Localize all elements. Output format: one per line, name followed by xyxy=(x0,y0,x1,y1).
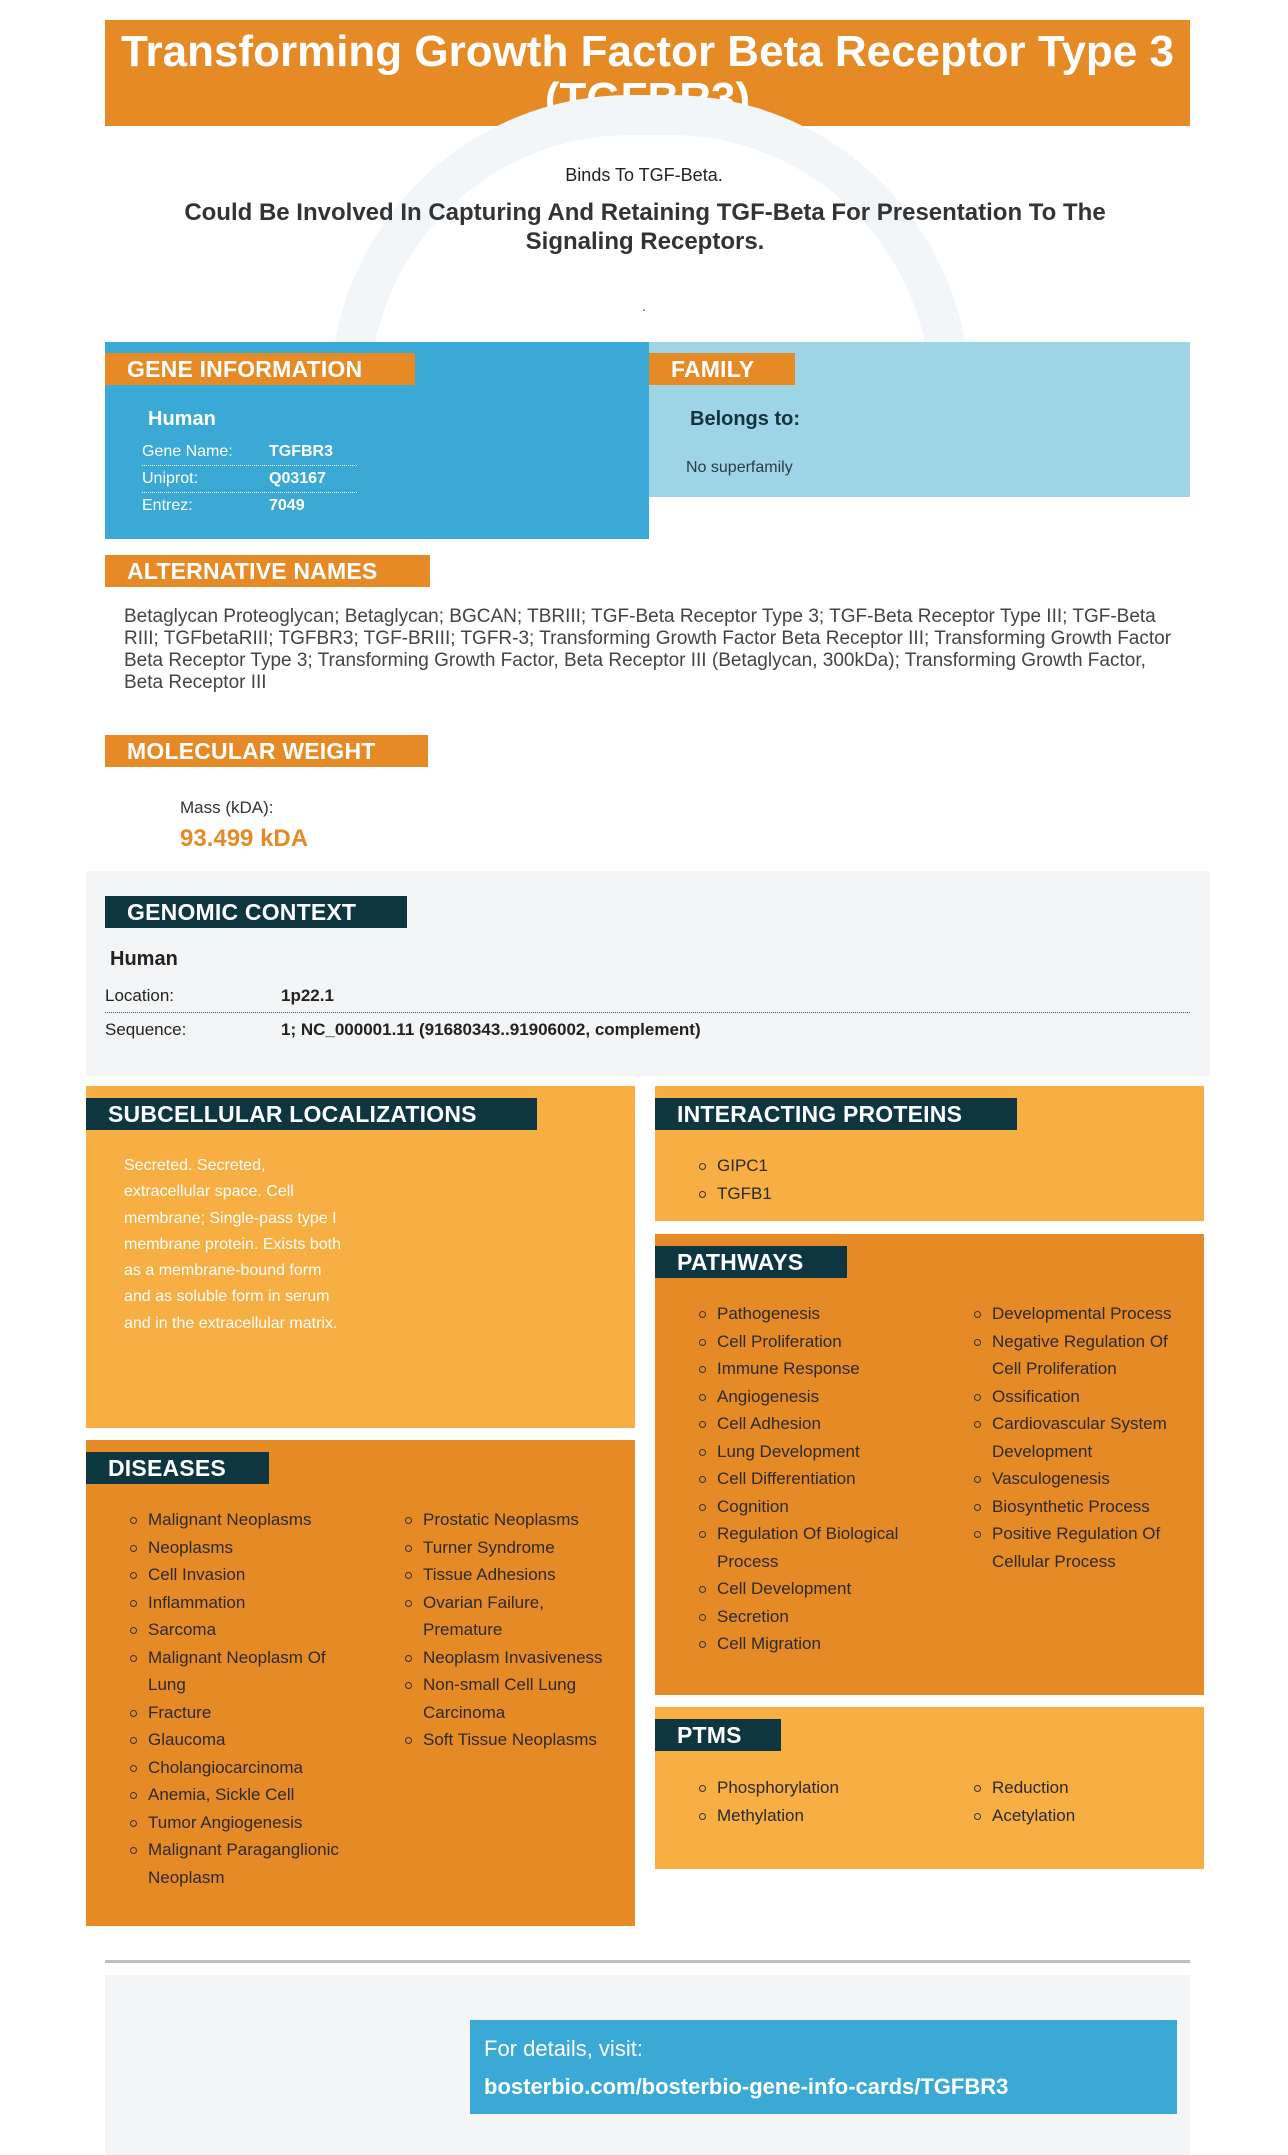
diseases-list-col1 xyxy=(128,1506,348,1891)
list-item: Sarcoma xyxy=(128,1616,348,1644)
uniprot-value: Q03167 xyxy=(269,470,326,487)
function-short: Binds To TGF-Beta. xyxy=(565,165,723,185)
alternative-names-heading: ALTERNATIVE NAMES xyxy=(105,555,430,587)
subcellular-text: Secreted. Secreted, extracellular space. Cell membrane; Single-pass type I membrane protein. Exists both as a membrane-bound form and as soluble form in serum and in the extracellular matrix. xyxy=(124,1157,341,1332)
list-item: Developmental Process xyxy=(972,1300,1187,1328)
list-item: Cholangiocarcinoma xyxy=(128,1754,348,1782)
pathways-heading: PATHWAYS xyxy=(655,1246,847,1278)
list-item: Inflammation xyxy=(128,1589,348,1617)
list-item: Cell Proliferation xyxy=(697,1328,902,1356)
list-item: Pathogenesis xyxy=(697,1300,902,1328)
diseases-list-col2 xyxy=(403,1506,618,1754)
molecular-weight-heading: MOLECULAR WEIGHT xyxy=(105,735,428,767)
list-item: Biosynthetic Process xyxy=(972,1493,1187,1521)
list-item: Malignant Neoplasms xyxy=(128,1506,348,1534)
list-item: Cell Adhesion xyxy=(697,1410,902,1438)
subcellular-heading: SUBCELLULAR LOCALIZATIONS xyxy=(86,1098,537,1130)
family-heading: FAMILY xyxy=(649,353,795,385)
list-item: Reduction xyxy=(972,1774,1172,1802)
interacting-proteins-list xyxy=(697,1152,997,1207)
gene-name-label: Gene Name: xyxy=(142,443,233,460)
gene-row-name xyxy=(142,440,357,466)
uniprot-label: Uniprot: xyxy=(142,470,199,487)
list-item: Acetylation xyxy=(972,1802,1172,1830)
list-item: Vasculogenesis xyxy=(972,1465,1187,1493)
list-item: Cognition xyxy=(697,1493,902,1521)
footer-divider xyxy=(105,1960,1190,1963)
list-item: Angiogenesis xyxy=(697,1383,902,1411)
list-item: Glaucoma xyxy=(128,1726,348,1754)
list-item: Ossification xyxy=(972,1383,1187,1411)
interacting-proteins-heading: INTERACTING PROTEINS xyxy=(655,1098,1017,1130)
genomic-sequence-row xyxy=(105,1017,1190,1047)
sequence-value: 1; NC_000001.11 (91680343..91906002, complement) xyxy=(281,1020,701,1039)
gene-row-entrez xyxy=(142,494,357,520)
list-item: Regulation Of Biological Process xyxy=(697,1520,902,1575)
genomic-location-row xyxy=(105,983,1190,1013)
family-belongs-label: Belongs to: xyxy=(690,408,800,430)
list-item: GIPC1 xyxy=(697,1152,997,1180)
entrez-value: 7049 xyxy=(269,497,305,514)
mass-label: Mass (kDA): xyxy=(180,798,274,817)
list-item: Immune Response xyxy=(697,1355,902,1383)
gene-row-uniprot xyxy=(142,467,357,493)
genomic-organism: Human xyxy=(110,948,178,970)
list-item: Prostatic Neoplasms xyxy=(403,1506,618,1534)
gene-organism: Human xyxy=(148,408,216,430)
list-item: Neoplasms xyxy=(128,1534,348,1562)
sequence-label: Sequence: xyxy=(105,1020,187,1039)
list-item: Cell Differentiation xyxy=(697,1465,902,1493)
location-label: Location: xyxy=(105,986,174,1005)
mass-value: 93.499 kDA xyxy=(180,825,309,852)
list-item: Soft Tissue Neoplasms xyxy=(403,1726,618,1754)
list-item: Cardiovascular System Development xyxy=(972,1410,1187,1465)
alternative-names-text: Betaglycan Proteoglycan; Betaglycan; BGCAN; TBRIII; TGF-Beta Receptor Type 3; TGF-Beta Receptor Type III; TGF-Beta RIII; TGFbetaRIII; TGFBR3; TGF-BRIII; TGFR-3; Transforming Growth Factor Beta Receptor III; Transforming Growth Factor Beta Receptor Type 3; Transforming Growth Factor, Beta Receptor III (Betaglycan, 300kDa); Transforming Growth Factor, Beta Receptor III xyxy=(124,606,1172,693)
pathways-list-col2 xyxy=(972,1300,1187,1575)
genomic-context-heading: GENOMIC CONTEXT xyxy=(105,896,407,928)
location-value: 1p22.1 xyxy=(281,986,334,1005)
list-item: Neoplasm Invasiveness xyxy=(403,1644,618,1672)
list-item: Secretion xyxy=(697,1603,902,1631)
list-item: Tissue Adhesions xyxy=(403,1561,618,1589)
list-item: Fracture xyxy=(128,1699,348,1727)
list-item: TGFB1 xyxy=(697,1180,997,1208)
function-trailing: . xyxy=(642,298,646,314)
list-item: Malignant Neoplasm Of Lung xyxy=(128,1644,348,1699)
ptms-list-col1 xyxy=(697,1774,917,1829)
list-item: Cell Invasion xyxy=(128,1561,348,1589)
family-value: No superfamily xyxy=(686,459,793,476)
list-item: Phosphorylation xyxy=(697,1774,917,1802)
list-item: Turner Syndrome xyxy=(403,1534,618,1562)
ptms-list-col2 xyxy=(972,1774,1172,1829)
list-item: Non-small Cell Lung Carcinoma xyxy=(403,1671,618,1726)
list-item: Tumor Angiogenesis xyxy=(128,1809,348,1837)
diseases-heading: DISEASES xyxy=(86,1452,269,1484)
list-item: Ovarian Failure, Premature xyxy=(403,1589,618,1644)
pathways-list-col1 xyxy=(697,1300,902,1658)
details-callout xyxy=(470,2020,1177,2114)
list-item: Negative Regulation Of Cell Proliferation xyxy=(972,1328,1187,1383)
list-item: Methylation xyxy=(697,1802,917,1830)
entrez-label: Entrez: xyxy=(142,497,193,514)
list-item: Cell Development xyxy=(697,1575,902,1603)
function-long: Could Be Involved In Capturing And Retaining TGF-Beta For Presentation To The Signaling Receptors. xyxy=(184,199,1106,255)
details-link[interactable]: bosterbio.com/bosterbio-gene-info-cards/TGFBR3 xyxy=(484,2074,1009,2099)
list-item: Positive Regulation Of Cellular Process xyxy=(972,1520,1187,1575)
gene-name-value: TGFBR3 xyxy=(269,443,333,460)
list-item: Malignant Paraganglionic Neoplasm xyxy=(128,1836,348,1891)
page-title: Transforming Growth Factor Beta Receptor Type 3 (TGFBR3) xyxy=(105,20,1190,126)
details-label: For details, visit: xyxy=(484,2036,643,2061)
ptms-heading: PTMS xyxy=(655,1719,781,1751)
gene-information-heading: GENE INFORMATION xyxy=(105,353,415,385)
list-item: Cell Migration xyxy=(697,1630,902,1658)
list-item: Anemia, Sickle Cell xyxy=(128,1781,348,1809)
list-item: Lung Development xyxy=(697,1438,902,1466)
